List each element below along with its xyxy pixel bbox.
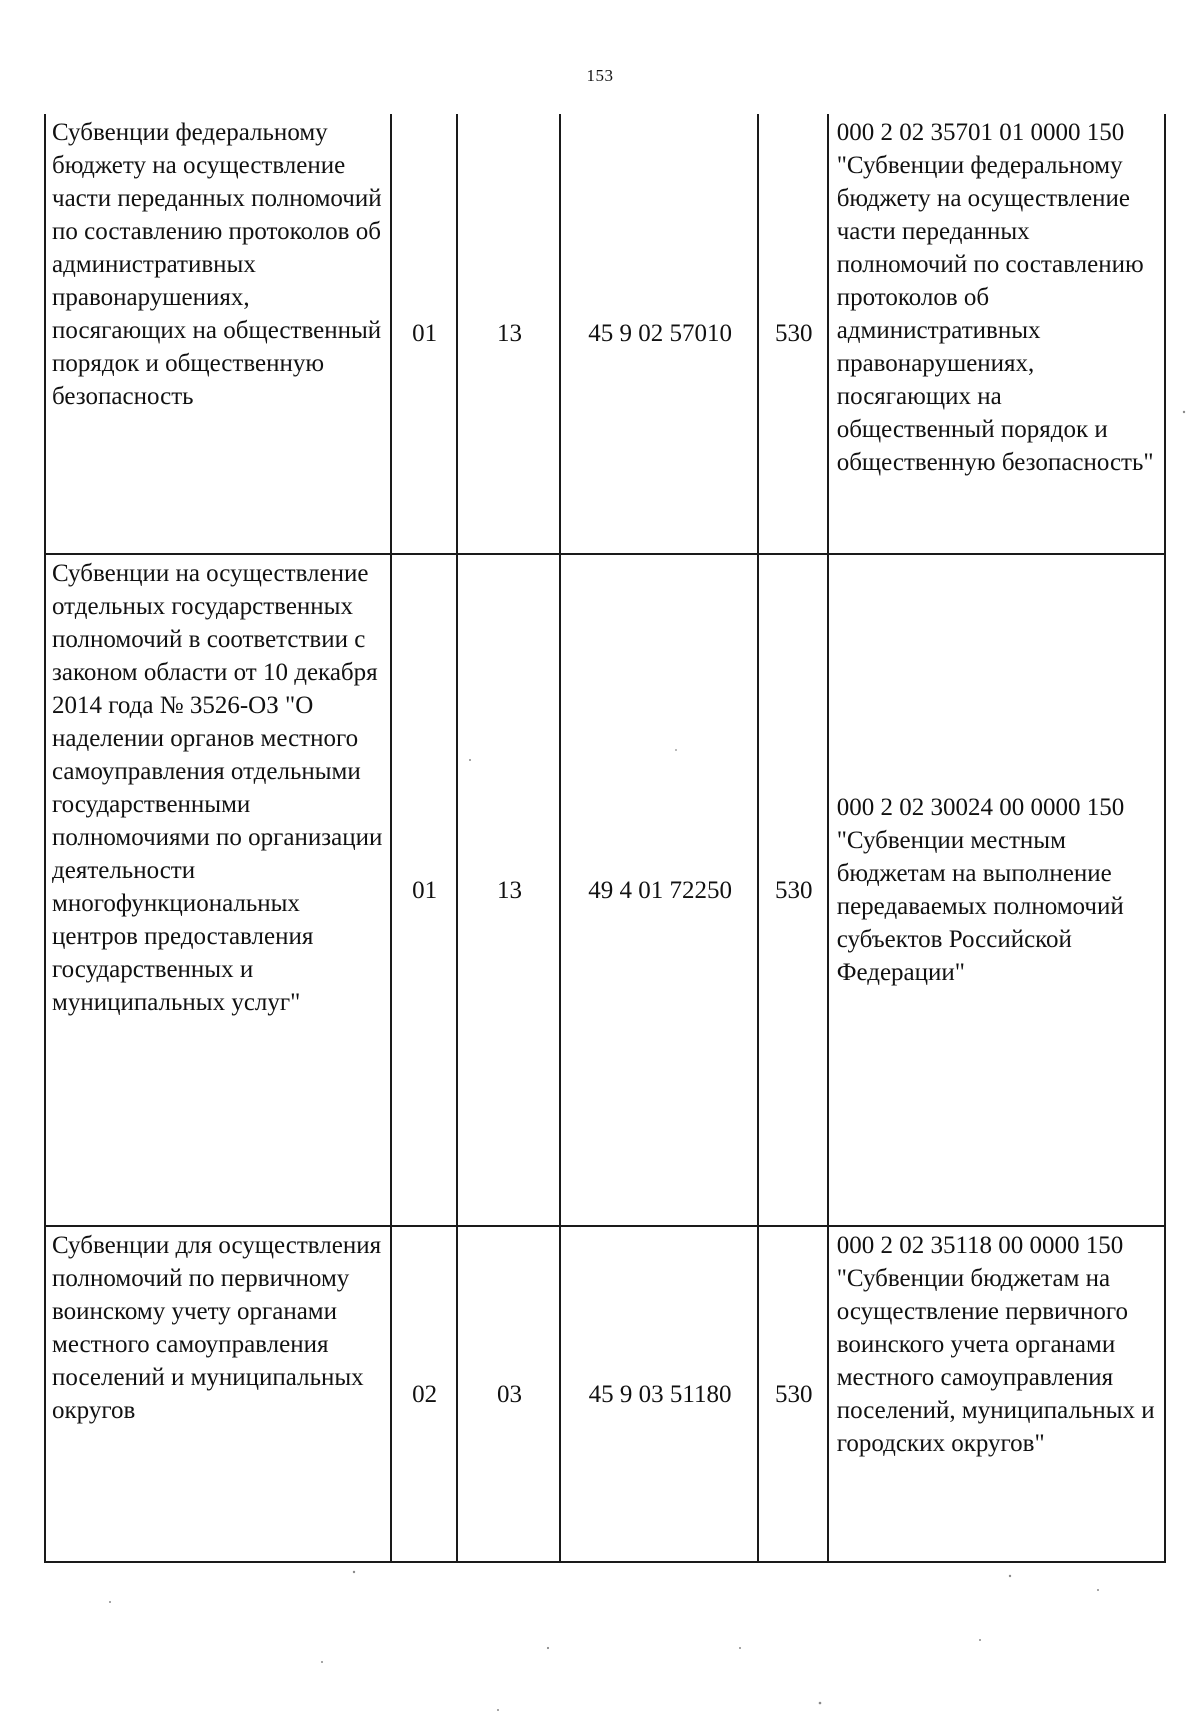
target-article-cell: 45 9 03 51180 [560, 1226, 757, 1562]
subsection-code-cell: 13 [457, 114, 561, 554]
table-row [45, 1226, 1165, 1562]
expense-type-cell: 530 [758, 554, 828, 1226]
budget-classification-table [44, 114, 1166, 1563]
section-code-cell: 01 [391, 554, 457, 1226]
expense-name-cell: Субвенции на осуществление отдельных государственных полномочий в соответствии с законом области от 10 декабря 2014 года № 3526-ОЗ "О наделении органов местного самоуправления отдельными государственными полномочиями по организации деятельности многофункциональных центров предоставления государственных и муниципальных услуг" [45, 554, 391, 1226]
section-code-cell: 01 [391, 114, 457, 554]
subsection-code-cell: 03 [457, 1226, 561, 1562]
target-article-cell: 45 9 02 57010 [560, 114, 757, 554]
revenue-code-cell: 000 2 02 35118 00 0000 150 "Субвенции бюджетам на осуществление первичного воинского учета органами местного самоуправления поселений, муниципальных и городских округов" [828, 1226, 1165, 1562]
table-row [45, 114, 1165, 554]
subsection-code-cell: 13 [457, 554, 561, 1226]
section-code-cell: 02 [391, 1226, 457, 1562]
page-number: 153 [586, 66, 614, 85]
expense-name-cell: Субвенции федеральному бюджету на осуществление части переданных полномочий по составлению протоколов об административных правонарушениях, посягающих на общественный порядок и общественную безопасность [45, 114, 391, 554]
revenue-code-cell: 000 2 02 35701 01 0000 150 "Субвенции федеральному бюджету на осуществление части переданных полномочий по составлению протоколов об административных правонарушениях, посягающих на общественный порядок и общественную безопасность" [828, 114, 1165, 554]
expense-name-cell: Субвенции для осуществления полномочий по первичному воинскому учету органами местного самоуправления поселений и муниципальных округов [45, 1226, 391, 1562]
table-row [45, 554, 1165, 1226]
target-article-cell: 49 4 01 72250 [560, 554, 757, 1226]
expense-type-cell: 530 [758, 114, 828, 554]
revenue-code-cell: 000 2 02 30024 00 0000 150 "Субвенции местным бюджетам на выполнение передаваемых полномочий субъектов Российской Федерации" [828, 554, 1165, 1226]
expense-type-cell: 530 [758, 1226, 828, 1562]
